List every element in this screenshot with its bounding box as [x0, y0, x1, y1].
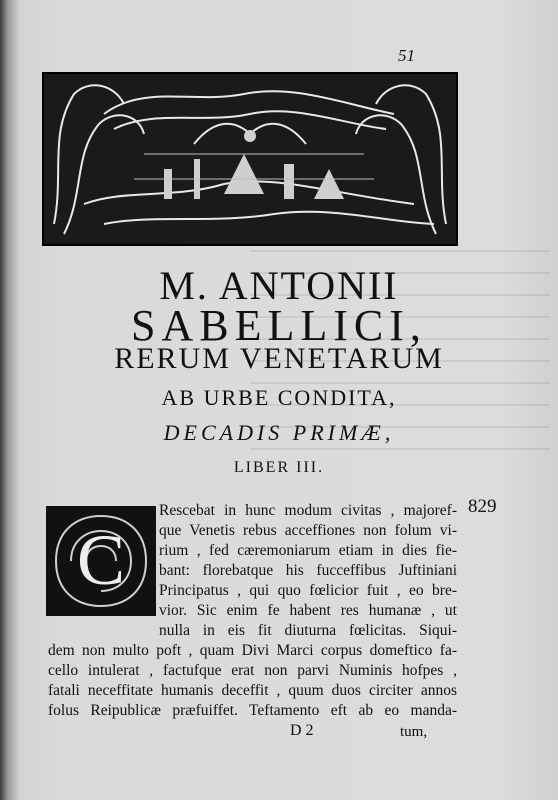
title-decade: DECADIS PRIMÆ,: [163, 420, 395, 445]
text-line-1: Rescebat in hunc modum civitas , majoref-: [159, 502, 457, 519]
text-line-3: rium , fed cæremoniarum etiam in dies fie-: [159, 542, 457, 559]
svg-text:C: C: [76, 520, 126, 600]
margin-year-number: 829: [468, 496, 497, 517]
decorated-drop-initial: [46, 506, 156, 616]
text-line-5: Principatus , qui quo fœlicior fuit , eo bre-: [159, 582, 457, 599]
text-line-9: cello intulerat , factufque erat non parvi Numinis hofpes ,: [48, 662, 457, 679]
text-line-10: fatali neceffitate humanis deceffit , quum duos circiter annos: [48, 682, 457, 699]
title-author-name: M. ANTONII: [159, 263, 399, 308]
text-line-7: nulla in eis fit diuturna fœlicitas. Siqui-: [159, 622, 457, 639]
signature-mark: D 2: [290, 722, 314, 739]
text-line-4: bant: florebatque his fucceffibus Juftiniani: [159, 562, 457, 579]
text-line-11: folus Reipublicæ præfuiffet. Teftamento eft ab eo manda-: [48, 702, 457, 719]
text-line-8: dem non multo poft , quam Divi Marci corpus domeftico fa-: [48, 642, 457, 659]
text-line-2: que Venetis rebus acceffiones non folum vi-: [159, 522, 457, 539]
title-subtitle: AB URBE CONDITA,: [161, 385, 397, 410]
page-number: 51: [398, 46, 415, 65]
woodcut-headpiece-illustration: [42, 72, 458, 246]
title-author-surname: SABELLICI,: [131, 301, 427, 350]
title-book-number: LIBER III.: [233, 459, 325, 476]
title-work: RERUM VENETARUM: [114, 342, 444, 375]
catchword: tum,: [400, 724, 428, 740]
text-line-6: vior. Sic enim fe habent res humanæ , ut: [159, 602, 457, 619]
